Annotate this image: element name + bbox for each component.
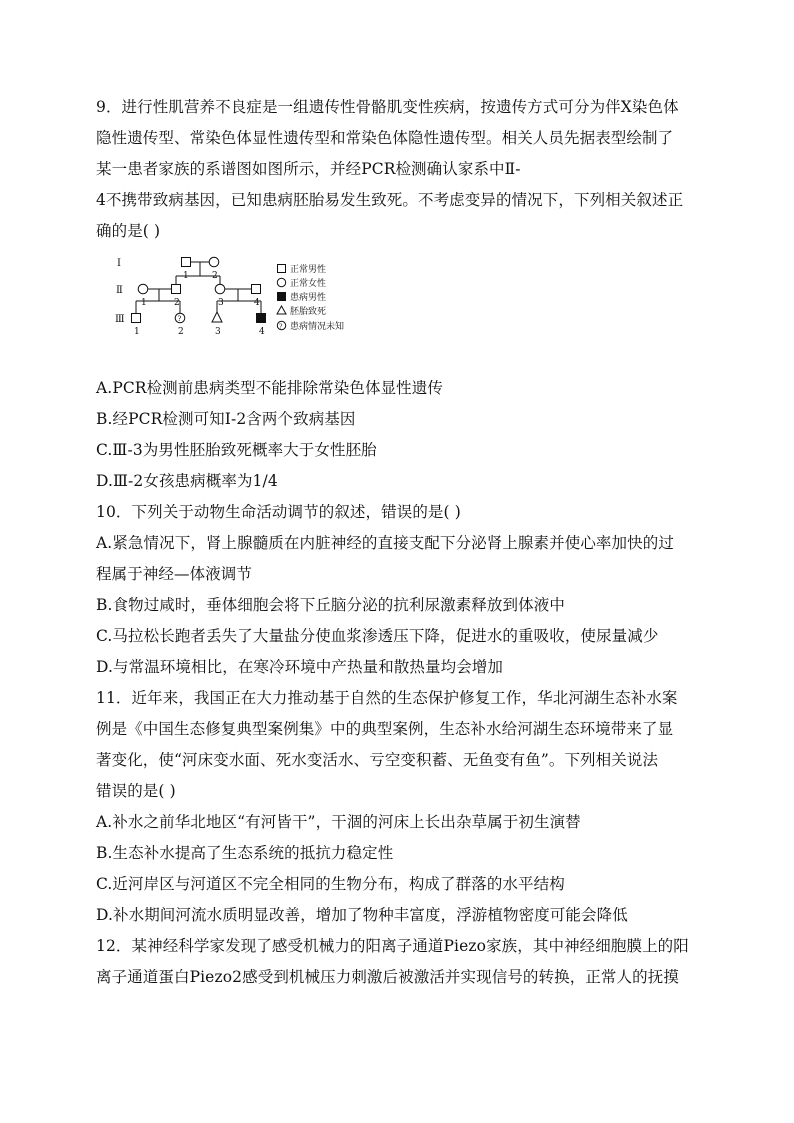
question-stem-line: 12．某神经科学家发现了感受机械力的阳离子通道Piezo家族，其中神经细胞膜上的阳 [96, 937, 689, 955]
individual-number: 2 [174, 298, 180, 308]
individual-number: 3 [218, 298, 224, 308]
legend-normal-male-symbol [278, 265, 286, 273]
individual-number: 1 [183, 271, 189, 281]
iii4-affected-male [257, 314, 266, 323]
individual-number: 2 [212, 271, 218, 281]
generation-label: Ⅰ [117, 258, 121, 269]
ii4-normal-male [252, 285, 261, 294]
i1-normal-male [182, 258, 191, 267]
option-a: A.紧急情况下，肾上腺髓质在内脏神经的直接支配下分泌肾上腺素并使心率加快的过 [96, 534, 674, 552]
option-b: B.经PCR检测可知Ⅰ-2含两个致病基因 [96, 410, 356, 428]
individual-number: 1 [134, 327, 140, 337]
question-stem-line: 离子通道蛋白Piezo2感受到机械压力刺激后被激活并实现信号的转换，正常人的抚摸 [96, 968, 679, 986]
legend-label: 患病男性 [290, 293, 327, 303]
question-stem-line: 9．进行性肌营养不良症是一组遗传性骨骼肌变性疾病，按遗传方式可分为伴X染色体 [96, 98, 679, 116]
unknown-mark: ? [177, 315, 182, 323]
pedigree-figure [96, 251, 700, 369]
option-b: B.生态补水提高了生态系统的抵抗力稳定性 [96, 844, 394, 862]
iii1-normal-male [132, 314, 141, 323]
i2-normal-female [209, 257, 219, 267]
individual-number: 4 [254, 298, 260, 308]
option-a-continued: 程属于神经—体液调节 [96, 565, 253, 583]
question-11 [96, 683, 700, 931]
generation-label: Ⅱ [116, 285, 123, 296]
individual-number: 1 [141, 298, 147, 308]
option-c: C.Ⅲ-3为男性胚胎致死概率大于女性胚胎 [96, 441, 377, 459]
iii3-embryo-lethal [212, 312, 222, 322]
exam-page [96, 92, 700, 993]
legend-embryo-lethal-symbol [277, 306, 286, 314]
question-stem-line: 11．近年来，我国正在大力推动基于自然的生态保护修复工作，华北河湖生态补水案 [96, 689, 678, 707]
generation-label: Ⅲ [115, 314, 125, 325]
question-stem-line: 例是《中国生态修复典型案例集》中的典型案例，生态补水给河湖生态环境带来了显 [96, 720, 674, 738]
question-stem-line: 错误的是( ) [96, 782, 176, 800]
pedigree-chart [96, 251, 396, 369]
legend-affected-male-symbol [278, 293, 286, 301]
option-a: A.补水之前华北地区“有河皆干”，干涸的河床上长出杂草属于初生演替 [96, 813, 581, 831]
question-stem-line: 4不携带致病基因，已知患病胚胎易发生致死。不考虑变异的情况下，下列相关叙述正 [96, 191, 684, 209]
option-d: D.补水期间河流水质明显改善，增加了物种丰富度，浮游植物密度可能会降低 [96, 906, 628, 924]
question-12 [96, 931, 700, 993]
individual-number: 3 [215, 327, 221, 337]
legend-label: 正常女性 [290, 279, 327, 289]
ii1-normal-female [138, 284, 148, 294]
question-stem-line: 10．下列关于动物生命活动调节的叙述，错误的是( ) [96, 503, 461, 521]
question-stem-line: 确的是( ) [96, 222, 161, 240]
legend-normal-female-symbol [277, 278, 285, 286]
option-b: B.食物过咸时，垂体细胞会将下丘脑分泌的抗利尿激素释放到体液中 [96, 596, 565, 614]
question-9 [96, 92, 700, 497]
ii2-normal-male [172, 285, 181, 294]
individual-number: 2 [178, 327, 184, 337]
option-c: C.近河岸区与河道区不完全相同的生物分布，构成了群落的水平结构 [96, 875, 565, 893]
legend-label: 胚胎致死 [290, 307, 327, 317]
question-stem-line: 著变化，使“河床变水面、死水变活水、亏空变积蓄、无鱼变有鱼”。下列相关说法 [96, 751, 659, 769]
option-d: D.Ⅲ-2女孩患病概率为1/4 [96, 472, 278, 490]
question-10 [96, 497, 700, 683]
question-stem-line: 隐性遗传型、常染色体显性遗传型和常染色体隐性遗传型。相关人员先据表型绘制了 [96, 129, 674, 147]
question-stem-line: 某一患者家族的系谱图如图所示，并经PCR检测确认家系中Ⅱ- [96, 160, 521, 178]
unknown-mark: ? [279, 322, 283, 331]
ii3-normal-female [215, 284, 225, 294]
option-a: A.PCR检测前患病类型不能排除常染色体显性遗传 [96, 379, 443, 397]
individual-number: 4 [259, 327, 265, 337]
legend-label: 正常男性 [290, 265, 327, 275]
option-d: D.与常温环境相比，在寒冷环境中产热量和散热量均会增加 [96, 658, 504, 676]
option-c: C.马拉松长跑者丢失了大量盐分使血浆渗透压下降，促进水的重吸收，使尿量减少 [96, 627, 659, 645]
legend-label: 患病情况未知 [290, 322, 345, 332]
